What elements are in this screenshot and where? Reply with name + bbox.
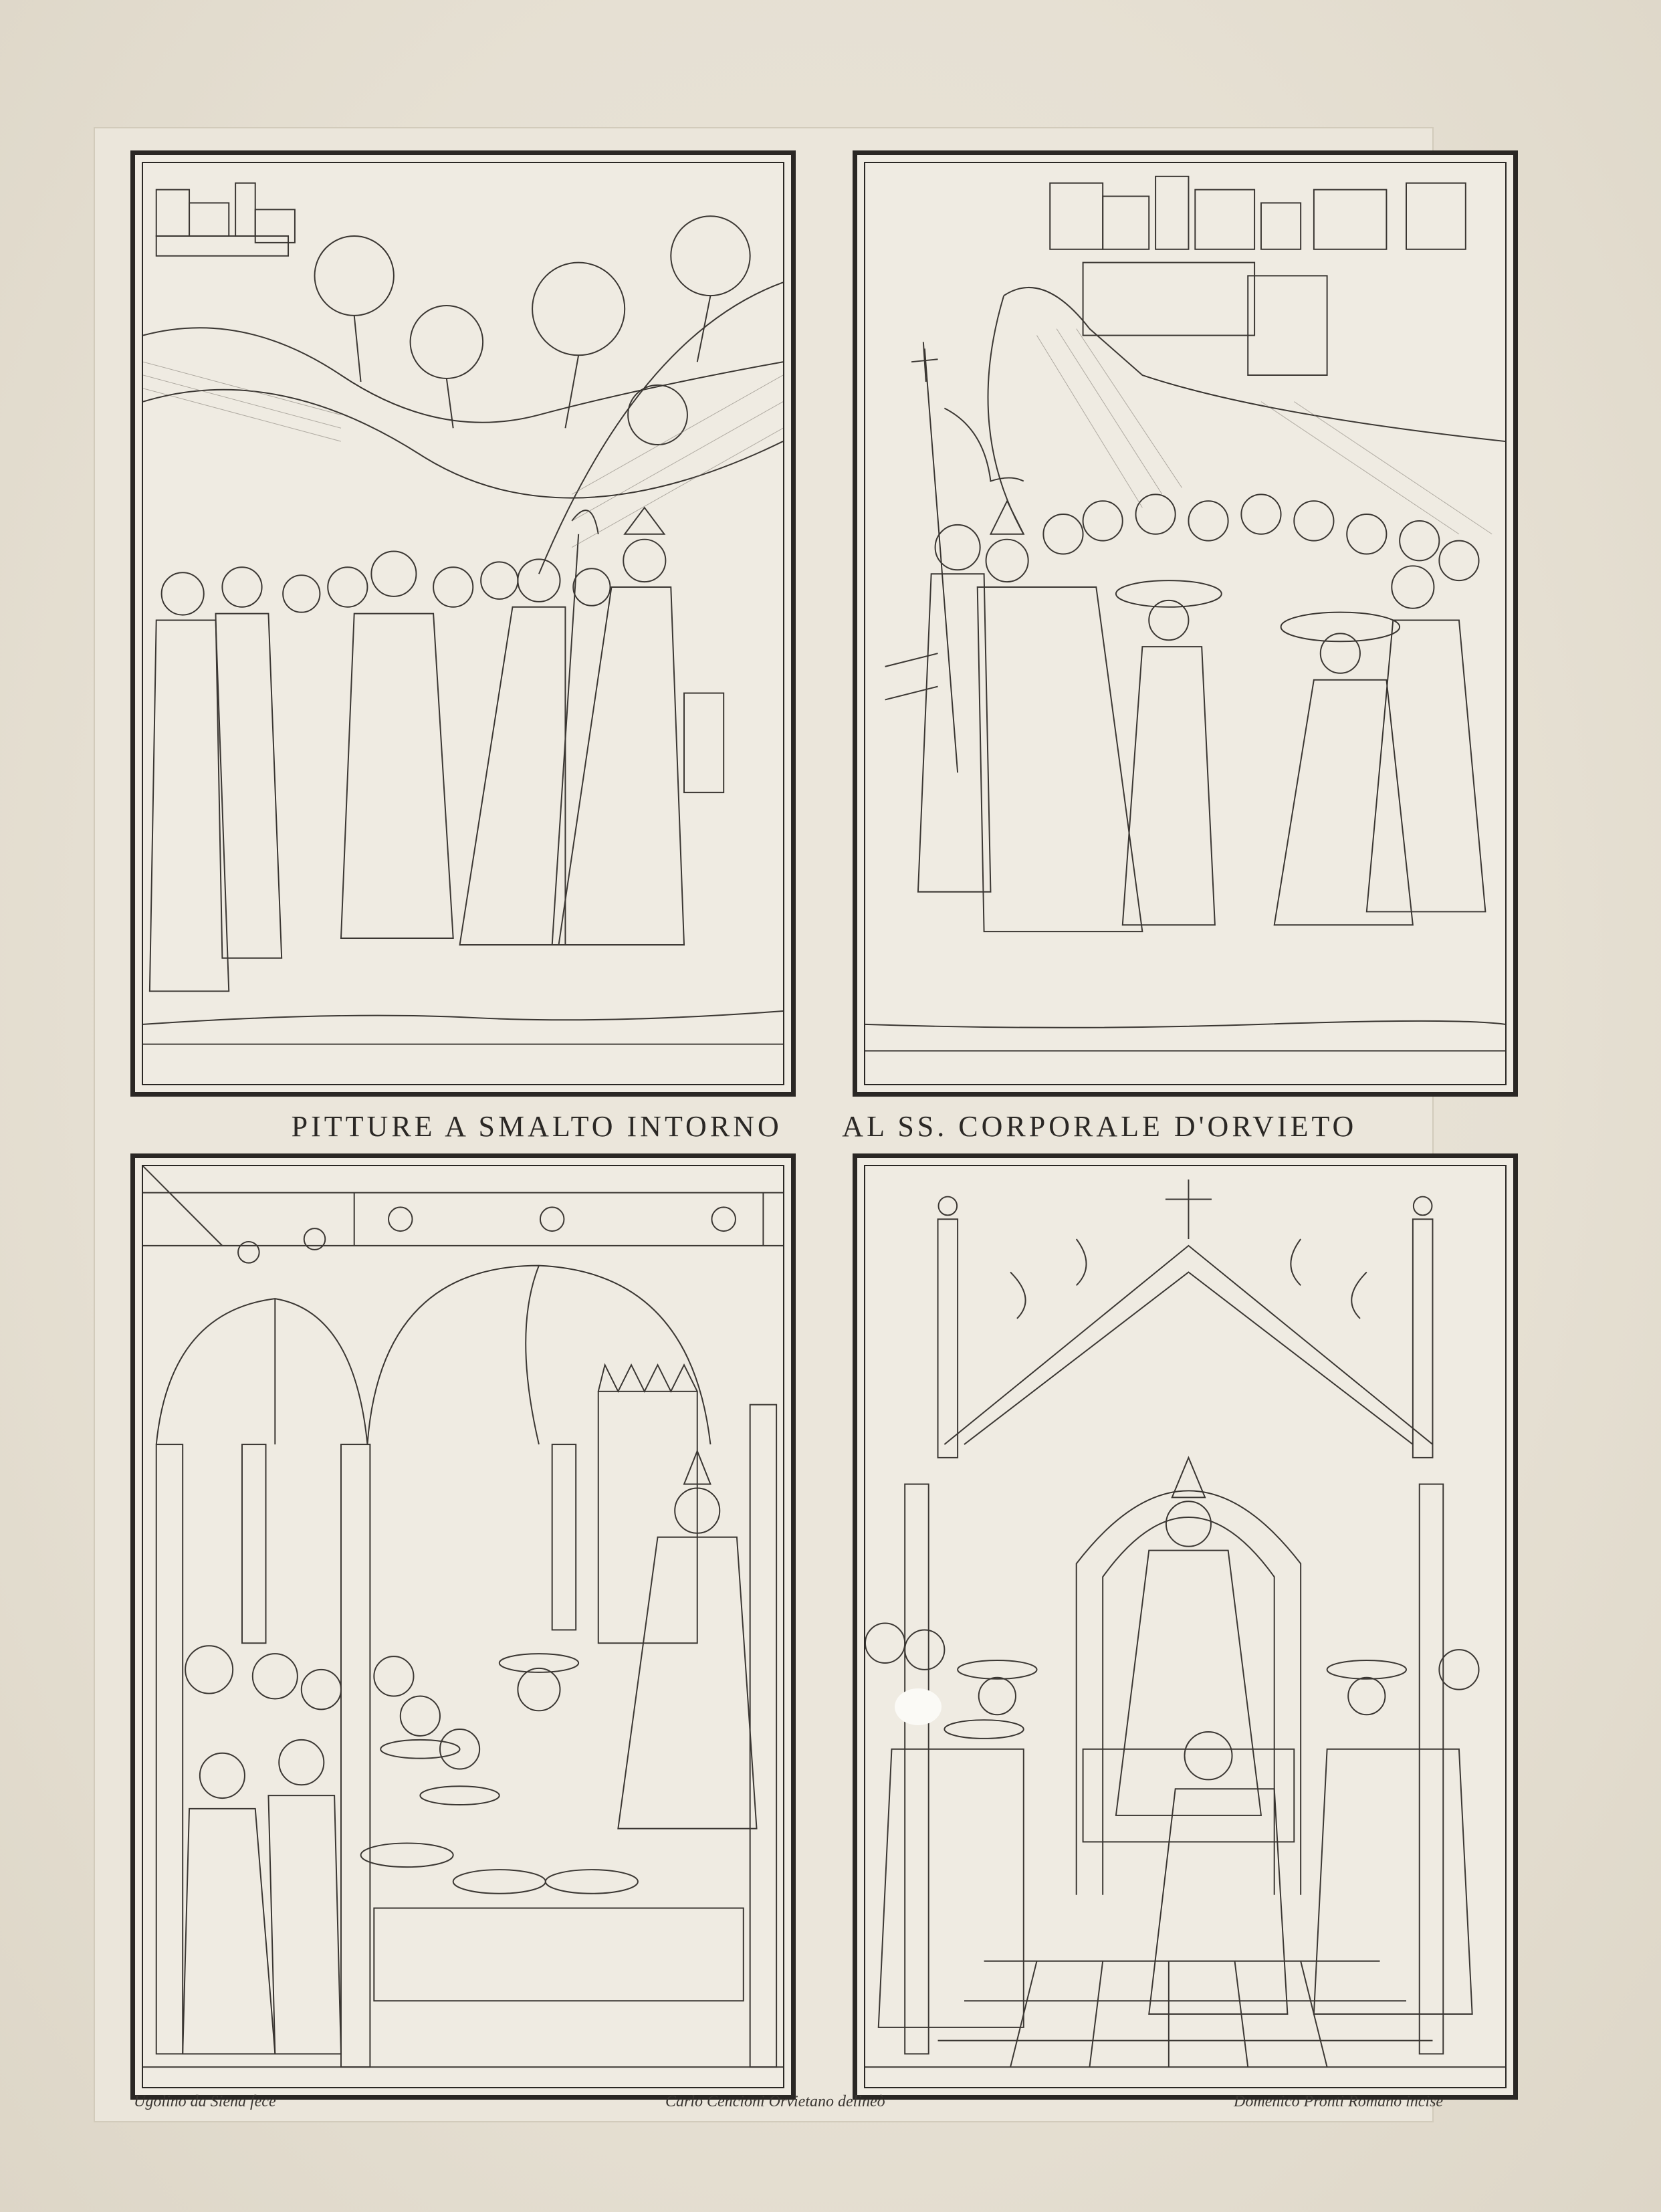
engraving-panel-bottom-right [853, 1153, 1518, 2100]
scene-enthroned-pope [864, 1165, 1507, 2088]
scene-arcade-audience [142, 1165, 784, 2088]
credit-draughtsman: Carlo Cencioni Orvietano delineò [665, 2093, 885, 2110]
scene-procession-landscape [142, 162, 784, 1085]
engraving-panel-top-right [853, 150, 1518, 1097]
scene-papal-procession [864, 162, 1507, 1085]
engraving-panel-top-left [130, 150, 796, 1097]
engraving-panel-bottom-left [130, 1153, 796, 2100]
papal-procession-illustration [865, 163, 1505, 1084]
plate-title [130, 1107, 1518, 1147]
credit-engraver: Domenico Pronti Romano incise [1234, 2093, 1444, 2110]
arcade-audience-illustration [143, 1166, 783, 2087]
credit-painter: Ugolino da Siena fece [134, 2093, 276, 2110]
procession-illustration [143, 163, 783, 1084]
plate-title-right: AL SS. CORPORALE D'ORVIETO [842, 1110, 1357, 1143]
enthroned-pope-illustration [865, 1166, 1505, 2087]
plate-title-left: PITTURE A SMALTO INTORNO [291, 1110, 782, 1143]
paper-stain [895, 1688, 942, 1725]
